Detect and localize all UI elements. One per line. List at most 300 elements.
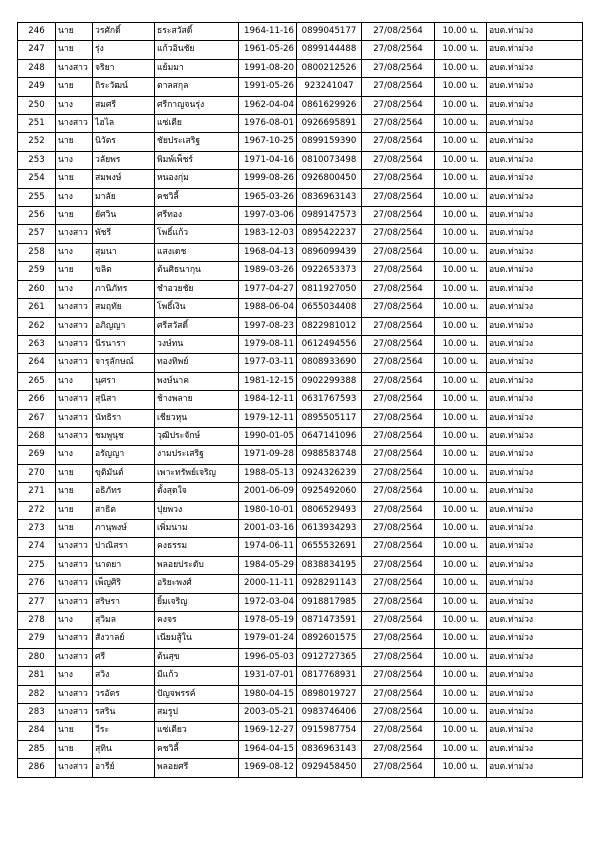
appointment-time-cell: 10.00 น. — [435, 188, 487, 206]
appointment-time-cell: 10.00 น. — [435, 740, 487, 758]
birth-date-cell: 1971-04-16 — [239, 151, 297, 169]
birth-date-cell: 1969-08-12 — [239, 759, 297, 777]
first-name-cell: ยัศวิน — [93, 207, 155, 225]
appointment-time-cell: 10.00 น. — [435, 207, 487, 225]
table-row — [18, 648, 583, 666]
appointment-date-cell: 27/08/2564 — [362, 409, 435, 427]
row-number-cell: 271 — [18, 483, 56, 501]
table-row — [18, 23, 583, 41]
table-row — [18, 391, 583, 409]
appointment-time-cell: 10.00 น. — [435, 667, 487, 685]
organization-cell: อบต.ท่าม่วง — [487, 427, 583, 445]
name-title-cell: นาย — [56, 170, 93, 188]
last-name-cell: แสงเดช — [155, 243, 239, 261]
table-row — [18, 427, 583, 445]
appointment-date-cell: 27/08/2564 — [362, 704, 435, 722]
last-name-cell: เนียมสู้ใน — [155, 630, 239, 648]
phone-number-cell: 0800212526 — [297, 59, 362, 77]
last-name-cell: ตาลสกุล — [155, 78, 239, 96]
organization-cell: อบต.ท่าม่วง — [487, 133, 583, 151]
last-name-cell: พิมพ์เพ็ชร์ — [155, 151, 239, 169]
organization-cell: อบต.ท่าม่วง — [487, 170, 583, 188]
table-row — [18, 170, 583, 188]
phone-number-cell: 0810073498 — [297, 151, 362, 169]
birth-date-cell: 1980-10-01 — [239, 501, 297, 519]
table-row — [18, 501, 583, 519]
appointment-date-cell: 27/08/2564 — [362, 501, 435, 519]
row-number-cell: 250 — [18, 96, 56, 114]
row-number-cell: 249 — [18, 78, 56, 96]
name-title-cell: นาย — [56, 464, 93, 482]
row-number-cell: 272 — [18, 501, 56, 519]
appointment-time-cell: 10.00 น. — [435, 335, 487, 353]
last-name-cell: วุฒิประจักษ์ — [155, 427, 239, 445]
row-number-cell: 247 — [18, 41, 56, 59]
appointment-time-cell: 10.00 น. — [435, 78, 487, 96]
name-title-cell: นาย — [56, 41, 93, 59]
row-number-cell: 268 — [18, 427, 56, 445]
first-name-cell: สุวิมล — [93, 612, 155, 630]
organization-cell: อบต.ท่าม่วง — [487, 538, 583, 556]
appointment-date-cell: 27/08/2564 — [362, 96, 435, 114]
organization-cell: อบต.ท่าม่วง — [487, 519, 583, 537]
row-number-cell: 259 — [18, 262, 56, 280]
phone-number-cell: 0988583748 — [297, 446, 362, 464]
appointment-date-cell: 27/08/2564 — [362, 170, 435, 188]
name-title-cell: นางสาว — [56, 354, 93, 372]
organization-cell: อบต.ท่าม่วง — [487, 59, 583, 77]
appointment-time-cell: 10.00 น. — [435, 648, 487, 666]
table-row — [18, 243, 583, 261]
first-name-cell: จริยา — [93, 59, 155, 77]
first-name-cell: อธิภัทร — [93, 483, 155, 501]
appointment-date-cell: 27/08/2564 — [362, 575, 435, 593]
organization-cell: อบต.ท่าม่วง — [487, 151, 583, 169]
organization-cell: อบต.ท่าม่วง — [487, 556, 583, 574]
first-name-cell: รสริน — [93, 704, 155, 722]
phone-number-cell: 0895422237 — [297, 225, 362, 243]
row-number-cell: 246 — [18, 23, 56, 41]
appointment-time-cell: 10.00 น. — [435, 225, 487, 243]
birth-date-cell: 1984-05-29 — [239, 556, 297, 574]
table-row — [18, 464, 583, 482]
appointment-date-cell: 27/08/2564 — [362, 519, 435, 537]
appointment-time-cell: 10.00 น. — [435, 538, 487, 556]
appointment-time-cell: 10.00 น. — [435, 685, 487, 703]
appointment-date-cell: 27/08/2564 — [362, 280, 435, 298]
phone-number-cell: 0924326239 — [297, 464, 362, 482]
name-title-cell: นางสาว — [56, 648, 93, 666]
appointment-time-cell: 10.00 น. — [435, 501, 487, 519]
name-title-cell: นาย — [56, 262, 93, 280]
name-title-cell: นาง — [56, 372, 93, 390]
birth-date-cell: 1983-12-03 — [239, 225, 297, 243]
row-number-cell: 262 — [18, 317, 56, 335]
appointment-time-cell: 10.00 น. — [435, 519, 487, 537]
row-number-cell: 263 — [18, 335, 56, 353]
table-row — [18, 759, 583, 777]
appointment-date-cell: 27/08/2564 — [362, 262, 435, 280]
table-row — [18, 593, 583, 611]
first-name-cell: สมฤทัย — [93, 299, 155, 317]
row-number-cell: 284 — [18, 722, 56, 740]
appointment-time-cell: 10.00 น. — [435, 151, 487, 169]
organization-cell: อบต.ท่าม่วง — [487, 464, 583, 482]
last-name-cell: คงธรรม — [155, 538, 239, 556]
phone-number-cell: 0925492060 — [297, 483, 362, 501]
organization-cell: อบต.ท่าม่วง — [487, 115, 583, 133]
organization-cell: อบต.ท่าม่วง — [487, 409, 583, 427]
table-row — [18, 354, 583, 372]
birth-date-cell: 1961-05-26 — [239, 41, 297, 59]
appointment-date-cell: 27/08/2564 — [362, 464, 435, 482]
birth-date-cell: 1967-10-25 — [239, 133, 297, 151]
last-name-cell: สมรูป — [155, 704, 239, 722]
organization-cell: อบต.ท่าม่วง — [487, 685, 583, 703]
last-name-cell: ปัญจพรรค์ — [155, 685, 239, 703]
birth-date-cell: 1979-08-11 — [239, 335, 297, 353]
row-number-cell: 267 — [18, 409, 56, 427]
row-number-cell: 257 — [18, 225, 56, 243]
appointment-time-cell: 10.00 น. — [435, 575, 487, 593]
table-row — [18, 575, 583, 593]
appointment-time-cell: 10.00 น. — [435, 96, 487, 114]
last-name-cell: พลอยประดับ — [155, 556, 239, 574]
phone-number-cell: 0892601575 — [297, 630, 362, 648]
birth-date-cell: 1989-03-26 — [239, 262, 297, 280]
appointment-date-cell: 27/08/2564 — [362, 335, 435, 353]
name-title-cell: นางสาว — [56, 704, 93, 722]
first-name-cell: นาตยา — [93, 556, 155, 574]
appointment-date-cell: 27/08/2564 — [362, 115, 435, 133]
name-title-cell: นาย — [56, 740, 93, 758]
phone-number-cell: 0899045177 — [297, 23, 362, 41]
first-name-cell: วลัยพร — [93, 151, 155, 169]
appointment-date-cell: 27/08/2564 — [362, 41, 435, 59]
birth-date-cell: 1971-09-28 — [239, 446, 297, 464]
first-name-cell: อภิญญา — [93, 317, 155, 335]
row-number-cell: 281 — [18, 667, 56, 685]
organization-cell: อบต.ท่าม่วง — [487, 225, 583, 243]
name-title-cell: นางสาว — [56, 575, 93, 593]
organization-cell: อบต.ท่าม่วง — [487, 41, 583, 59]
appointment-time-cell: 10.00 น. — [435, 262, 487, 280]
birth-date-cell: 1968-04-13 — [239, 243, 297, 261]
last-name-cell: ต้นสุข — [155, 648, 239, 666]
table-row — [18, 115, 583, 133]
appointment-date-cell: 27/08/2564 — [362, 446, 435, 464]
last-name-cell: หนองกุ่ม — [155, 170, 239, 188]
row-number-cell: 270 — [18, 464, 56, 482]
organization-cell: อบต.ท่าม่วง — [487, 317, 583, 335]
phone-number-cell: 0861629926 — [297, 96, 362, 114]
first-name-cell: มาลัย — [93, 188, 155, 206]
birth-date-cell: 1965-03-26 — [239, 188, 297, 206]
appointment-date-cell: 27/08/2564 — [362, 685, 435, 703]
organization-cell: อบต.ท่าม่วง — [487, 722, 583, 740]
last-name-cell: แย้มมา — [155, 59, 239, 77]
table-row — [18, 409, 583, 427]
name-title-cell: นาง — [56, 96, 93, 114]
appointment-date-cell: 27/08/2564 — [362, 427, 435, 445]
organization-cell: อบต.ท่าม่วง — [487, 354, 583, 372]
birth-date-cell: 1980-04-15 — [239, 685, 297, 703]
first-name-cell: วีระ — [93, 722, 155, 740]
first-name-cell: เพ็ญศิริ — [93, 575, 155, 593]
first-name-cell: นัทธิรา — [93, 409, 155, 427]
organization-cell: อบต.ท่าม่วง — [487, 667, 583, 685]
name-title-cell: นาย — [56, 78, 93, 96]
appointment-time-cell: 10.00 น. — [435, 612, 487, 630]
table-row — [18, 188, 583, 206]
table-row — [18, 78, 583, 96]
table-row — [18, 317, 583, 335]
row-number-cell: 266 — [18, 391, 56, 409]
phone-number-cell: 0836963143 — [297, 740, 362, 758]
last-name-cell: เพิ่มนาม — [155, 519, 239, 537]
first-name-cell: ภานิภัทร — [93, 280, 155, 298]
table-row — [18, 151, 583, 169]
name-title-cell: นาง — [56, 612, 93, 630]
phone-number-cell: 0918817985 — [297, 593, 362, 611]
first-name-cell: พัชรี — [93, 225, 155, 243]
birth-date-cell: 1969-12-27 — [239, 722, 297, 740]
birth-date-cell: 1964-04-15 — [239, 740, 297, 758]
first-name-cell: จารุลักษณ์ — [93, 354, 155, 372]
birth-date-cell: 1981-12-15 — [239, 372, 297, 390]
row-number-cell: 277 — [18, 593, 56, 611]
table-row — [18, 225, 583, 243]
row-number-cell: 286 — [18, 759, 56, 777]
first-name-cell: สริษรา — [93, 593, 155, 611]
last-name-cell: ตั้งสุดใจ — [155, 483, 239, 501]
organization-cell: อบต.ท่าม่วง — [487, 335, 583, 353]
table-row — [18, 667, 583, 685]
phone-number-cell: 0899159390 — [297, 133, 362, 151]
appointment-time-cell: 10.00 น. — [435, 446, 487, 464]
appointment-time-cell: 10.00 น. — [435, 41, 487, 59]
first-name-cell: ขุติมันต์ — [93, 464, 155, 482]
first-name-cell: สุมนา — [93, 243, 155, 261]
name-title-cell: นาง — [56, 243, 93, 261]
organization-cell: อบต.ท่าม่วง — [487, 188, 583, 206]
phone-number-cell: 0912727365 — [297, 648, 362, 666]
name-title-cell: นางสาว — [56, 427, 93, 445]
name-title-cell: นางสาว — [56, 335, 93, 353]
name-title-cell: นางสาว — [56, 59, 93, 77]
appointment-time-cell: 10.00 น. — [435, 427, 487, 445]
table-row — [18, 722, 583, 740]
first-name-cell: ถิระวัฒน์ — [93, 78, 155, 96]
name-title-cell: นาย — [56, 23, 93, 41]
phone-number-cell: 0989147573 — [297, 207, 362, 225]
appointment-time-cell: 10.00 น. — [435, 299, 487, 317]
birth-date-cell: 1974-06-11 — [239, 538, 297, 556]
row-number-cell: 285 — [18, 740, 56, 758]
phone-number-cell: 0902299388 — [297, 372, 362, 390]
appointment-date-cell: 27/08/2564 — [362, 188, 435, 206]
birth-date-cell: 1977-03-11 — [239, 354, 297, 372]
appointment-date-cell: 27/08/2564 — [362, 612, 435, 630]
table-row — [18, 280, 583, 298]
appointment-date-cell: 27/08/2564 — [362, 354, 435, 372]
appointment-date-cell: 27/08/2564 — [362, 667, 435, 685]
organization-cell: อบต.ท่าม่วง — [487, 446, 583, 464]
first-name-cell: นีรนารา — [93, 335, 155, 353]
organization-cell: อบต.ท่าม่วง — [487, 207, 583, 225]
row-number-cell: 261 — [18, 299, 56, 317]
appointment-time-cell: 10.00 น. — [435, 556, 487, 574]
last-name-cell: คชวิลี้ — [155, 188, 239, 206]
organization-cell: อบต.ท่าม่วง — [487, 78, 583, 96]
appointment-date-cell: 27/08/2564 — [362, 630, 435, 648]
name-title-cell: นาง — [56, 151, 93, 169]
table-row — [18, 519, 583, 537]
name-title-cell: นางสาว — [56, 391, 93, 409]
birth-date-cell: 2003-05-21 — [239, 704, 297, 722]
appointment-time-cell: 10.00 น. — [435, 170, 487, 188]
birth-date-cell: 1990-01-05 — [239, 427, 297, 445]
phone-number-cell: 923241047 — [297, 78, 362, 96]
last-name-cell: อริยะพงศ์ — [155, 575, 239, 593]
first-name-cell: สมศรี — [93, 96, 155, 114]
appointment-time-cell: 10.00 น. — [435, 23, 487, 41]
last-name-cell: คชวิลี้ — [155, 740, 239, 758]
first-name-cell: สุนิสา — [93, 391, 155, 409]
last-name-cell: ศรีสวัสดิ์ — [155, 317, 239, 335]
last-name-cell: ชัยประเสริฐ — [155, 133, 239, 151]
first-name-cell: นิวัตร — [93, 133, 155, 151]
last-name-cell: ศรีกาญจนรุ่ง — [155, 96, 239, 114]
table-row — [18, 446, 583, 464]
appointment-date-cell: 27/08/2564 — [362, 483, 435, 501]
appointment-time-cell: 10.00 น. — [435, 409, 487, 427]
first-name-cell: ภานุพงษ์ — [93, 519, 155, 537]
first-name-cell: ปาณิสรา — [93, 538, 155, 556]
table-row — [18, 372, 583, 390]
organization-cell: อบต.ท่าม่วง — [487, 630, 583, 648]
first-name-cell: ไฮไล — [93, 115, 155, 133]
name-title-cell: นางสาว — [56, 593, 93, 611]
name-title-cell: นางสาว — [56, 538, 93, 556]
phone-number-cell: 0631767593 — [297, 391, 362, 409]
birth-date-cell: 1979-01-24 — [239, 630, 297, 648]
organization-cell: อบต.ท่าม่วง — [487, 593, 583, 611]
phone-number-cell: 0915987754 — [297, 722, 362, 740]
appointment-date-cell: 27/08/2564 — [362, 391, 435, 409]
first-name-cell: วรศักดิ์ — [93, 23, 155, 41]
birth-date-cell: 1997-08-23 — [239, 317, 297, 335]
appointment-date-cell: 27/08/2564 — [362, 78, 435, 96]
phone-number-cell: 0895505117 — [297, 409, 362, 427]
birth-date-cell: 1984-12-11 — [239, 391, 297, 409]
birth-date-cell: 2000-11-11 — [239, 575, 297, 593]
name-title-cell: นาย — [56, 207, 93, 225]
appointment-time-cell: 10.00 น. — [435, 280, 487, 298]
birth-date-cell: 1991-08-20 — [239, 59, 297, 77]
organization-cell: อบต.ท่าม่วง — [487, 96, 583, 114]
phone-number-cell: 0817768931 — [297, 667, 362, 685]
phone-number-cell: 0612494556 — [297, 335, 362, 353]
table-row — [18, 299, 583, 317]
name-title-cell: นาย — [56, 722, 93, 740]
phone-number-cell: 0899144488 — [297, 41, 362, 59]
row-number-cell: 248 — [18, 59, 56, 77]
appointment-time-cell: 10.00 น. — [435, 704, 487, 722]
birth-date-cell: 1972-03-04 — [239, 593, 297, 611]
first-name-cell: สุทิน — [93, 740, 155, 758]
name-title-cell: นาง — [56, 188, 93, 206]
organization-cell: อบต.ท่าม่วง — [487, 483, 583, 501]
name-title-cell: นาย — [56, 133, 93, 151]
phone-number-cell: 0922653373 — [297, 262, 362, 280]
first-name-cell: วรอัตร — [93, 685, 155, 703]
row-number-cell: 275 — [18, 556, 56, 574]
name-title-cell: นางสาว — [56, 299, 93, 317]
organization-cell: อบต.ท่าม่วง — [487, 243, 583, 261]
last-name-cell: งามประเสริฐ — [155, 446, 239, 464]
name-title-cell: นาง — [56, 667, 93, 685]
birth-date-cell: 1931-07-01 — [239, 667, 297, 685]
birth-date-cell: 1964-11-16 — [239, 23, 297, 41]
phone-number-cell: 0808933690 — [297, 354, 362, 372]
phone-number-cell: 0655034408 — [297, 299, 362, 317]
row-number-cell: 278 — [18, 612, 56, 630]
birth-date-cell: 1996-05-03 — [239, 648, 297, 666]
appointment-date-cell: 27/08/2564 — [362, 225, 435, 243]
row-number-cell: 274 — [18, 538, 56, 556]
organization-cell: อบต.ท่าม่วง — [487, 704, 583, 722]
appointment-time-cell: 10.00 น. — [435, 243, 487, 261]
appointment-date-cell: 27/08/2564 — [362, 722, 435, 740]
name-title-cell: นางสาว — [56, 685, 93, 703]
last-name-cell: พงษ์นาค — [155, 372, 239, 390]
appointment-date-cell: 27/08/2564 — [362, 556, 435, 574]
last-name-cell: ต้นศิธนากุน — [155, 262, 239, 280]
last-name-cell: ช้างพลาย — [155, 391, 239, 409]
table-row — [18, 335, 583, 353]
name-title-cell: นาย — [56, 519, 93, 537]
table-row — [18, 483, 583, 501]
phone-number-cell: 0655532691 — [297, 538, 362, 556]
name-title-cell: นางสาว — [56, 317, 93, 335]
row-number-cell: 253 — [18, 151, 56, 169]
appointment-time-cell: 10.00 น. — [435, 593, 487, 611]
first-name-cell: สวิง — [93, 667, 155, 685]
row-number-cell: 282 — [18, 685, 56, 703]
phone-number-cell: 0898019727 — [297, 685, 362, 703]
registration-table — [17, 22, 583, 778]
first-name-cell: อารีย์ — [93, 759, 155, 777]
birth-date-cell: 1976-08-01 — [239, 115, 297, 133]
name-title-cell: นางสาว — [56, 115, 93, 133]
organization-cell: อบต.ท่าม่วง — [487, 648, 583, 666]
appointment-date-cell: 27/08/2564 — [362, 59, 435, 77]
phone-number-cell: 0811927050 — [297, 280, 362, 298]
first-name-cell: รุ่ง — [93, 41, 155, 59]
table-row — [18, 612, 583, 630]
organization-cell: อบต.ท่าม่วง — [487, 391, 583, 409]
phone-number-cell: 0838834195 — [297, 556, 362, 574]
organization-cell: อบต.ท่าม่วง — [487, 280, 583, 298]
phone-number-cell: 0896099439 — [297, 243, 362, 261]
phone-number-cell: 0926800450 — [297, 170, 362, 188]
table-row — [18, 207, 583, 225]
appointment-date-cell: 27/08/2564 — [362, 299, 435, 317]
organization-cell: อบต.ท่าม่วง — [487, 501, 583, 519]
appointment-date-cell: 27/08/2564 — [362, 593, 435, 611]
phone-number-cell: 0822981012 — [297, 317, 362, 335]
